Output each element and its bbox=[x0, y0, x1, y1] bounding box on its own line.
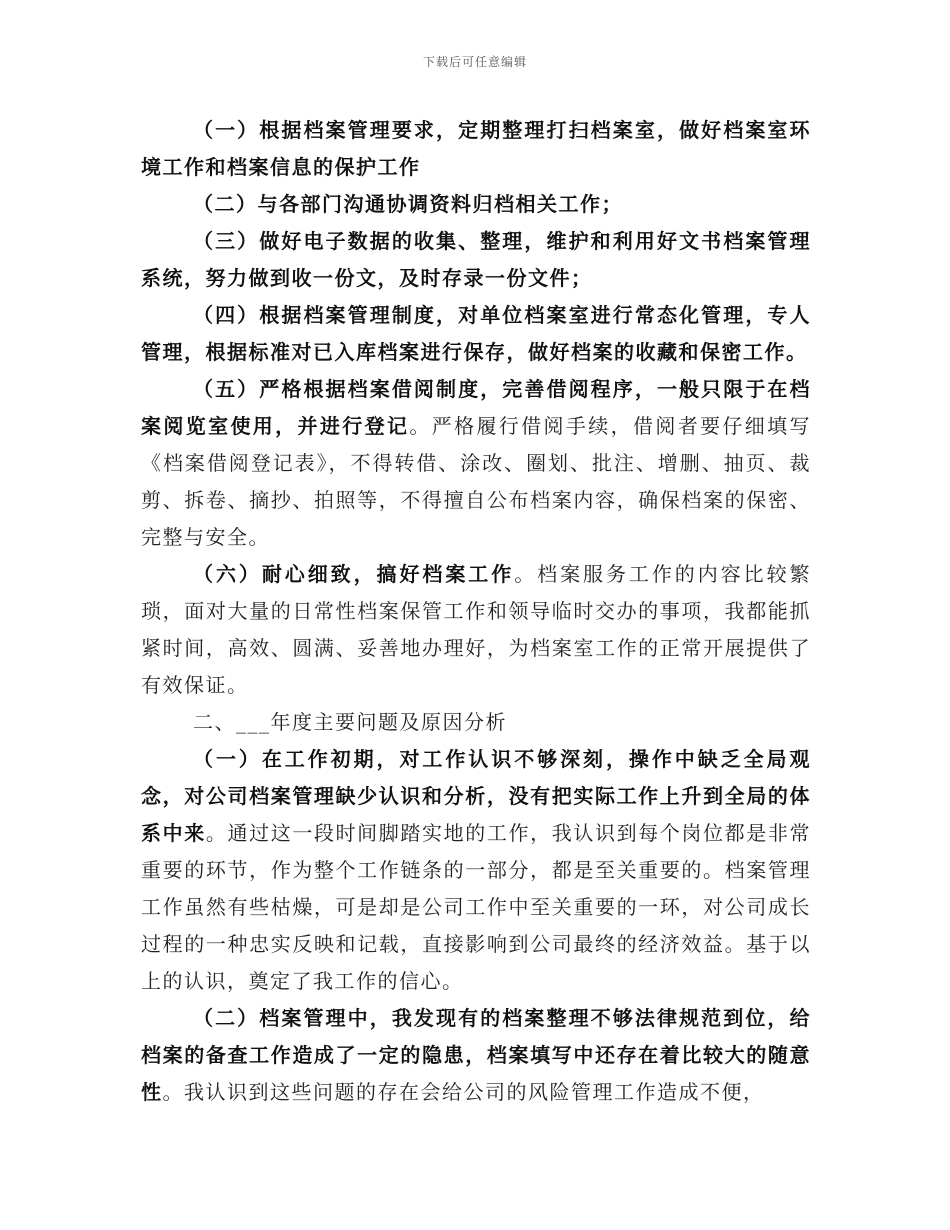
paragraph-4 bbox=[141, 297, 811, 371]
paragraph-8-text: 。我认识到这些问题的存在会给公司的风险管理工作造成不便， bbox=[162, 1080, 765, 1104]
section-heading-text: 二、___年度主要问题及原因分析 bbox=[193, 710, 507, 734]
paragraph-5 bbox=[141, 371, 811, 556]
paragraph-5-bold: （五）严格根据档案借阅制度，完善借阅程序，一般只限于在档案阅览室使用，并进行登记 bbox=[141, 377, 811, 438]
paragraph-8-bold: （二）档案管理中，我发现有的档案整理不够法律规范到位，给档案的备查工作造成了一定的隐患，档案填写中还存在着比较大的随意性 bbox=[141, 1006, 811, 1104]
paragraph-6-text: 。档案服务工作的内容比较繁琐，面对大量的日常性档案保管工作和领导临时交办的事项，我都能抓紧时间，高效、圆满、妥善地办理好，为档案室工作的正常开展提供了有效保证。 bbox=[141, 562, 812, 697]
paragraph-5-text: 。严格履行借阅手续，借阅者要仔细填写《档案借阅登记表》，不得转借、涂改、圈划、批注、增删、抽页、裁剪、拆卷、摘抄、拍照等，不得擅自公布档案内容，确保档案的保密、完整与安全。 bbox=[141, 414, 812, 549]
paragraph-8 bbox=[141, 1000, 811, 1111]
paragraph-1 bbox=[141, 112, 811, 186]
paragraph-6-bold: （六）耐心细致，搞好档案工作 bbox=[193, 562, 515, 586]
paragraph-7-text: 。通过这一段时间脚踏实地的工作，我认识到每个岗位都是非常重要的环节，作为整个工作链条的一部分，都是至关重要的。档案管理工作虽然有些枯燥，可是却是公司工作中至关重要的一环，对公司成长过程的一种忠实反映和记载，直接影响到公司最终的经济效益。基于以上的认识，奠定了我工作的信心。 bbox=[141, 821, 812, 993]
paragraph-2 bbox=[141, 186, 811, 223]
paragraph-3 bbox=[141, 223, 811, 297]
paragraph-2-bold: （二）与各部门沟通协调资料归档相关工作； bbox=[193, 192, 623, 216]
page-header: 下载后可任意编辑 bbox=[422, 55, 527, 69]
paragraph-7-bold: （一）在工作初期，对工作认识不够深刻，操作中缺乏全局观念，对公司档案管理缺少认识和分析，没有把实际工作上升到全局的体系中来 bbox=[141, 747, 811, 845]
paragraph-1-bold: （一）根据档案管理要求，定期整理打扫档案室，做好档案室环境工作和档案信息的保护工作 bbox=[141, 118, 811, 179]
paragraph-7 bbox=[141, 741, 811, 1000]
paragraph-4-bold: （四）根据档案管理制度，对单位档案室进行常态化管理，专人管理，根据标准对已入库档案进行保存，做好档案的收藏和保密工作。 bbox=[141, 303, 811, 364]
paragraph-6 bbox=[141, 556, 811, 704]
document-body bbox=[141, 112, 811, 1111]
section-heading bbox=[141, 704, 811, 741]
paragraph-3-bold: （三）做好电子数据的收集、整理，维护和利用好文书档案管理系统，努力做到收一份文，及时存录一份文件； bbox=[141, 229, 811, 290]
